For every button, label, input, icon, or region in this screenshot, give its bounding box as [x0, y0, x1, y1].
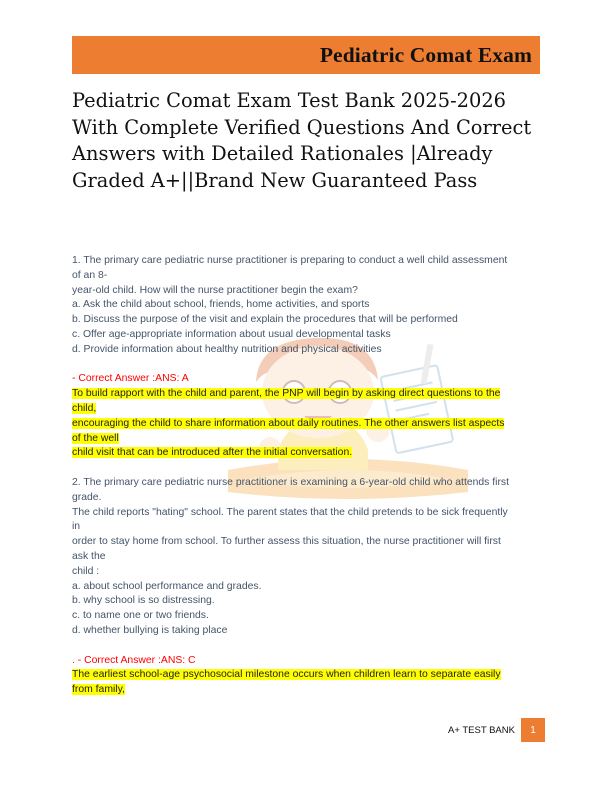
answer-option: b. Discuss the purpose of the visit and explain the procedures that will be performed — [72, 314, 458, 326]
page-number-badge: 1 — [521, 718, 545, 742]
rationale-line — [72, 402, 540, 417]
answer-option: d. Provide information about healthy nutrition and physical activities — [72, 343, 382, 355]
rationale-text: The earliest school-age psychosocial milestone occurs when children learn to separate easily — [72, 669, 501, 681]
rationale-line — [72, 668, 540, 683]
page-footer — [448, 718, 545, 742]
questions-content — [72, 254, 540, 698]
footer-label: A+ TEST BANK — [448, 724, 515, 736]
spacer — [72, 461, 540, 476]
rationale-line — [72, 446, 540, 461]
question-line: The child reports "hating" school. The parent states that the child pretends to be sick frequently — [72, 506, 508, 518]
question-block — [72, 254, 540, 461]
question-line: of an 8- — [72, 269, 108, 281]
rationale-line — [72, 432, 540, 447]
answer-option: a. about school performance and grades. — [72, 580, 262, 592]
answer-option: d. whether bullying is taking place — [72, 624, 228, 636]
question-block — [72, 476, 540, 698]
answer-option: b. why school is so distressing. — [72, 595, 215, 607]
answer-option: c. to name one or two friends. — [72, 610, 209, 622]
question-line: child : — [72, 565, 100, 577]
rationale-text: of the well — [72, 432, 119, 444]
header-bar — [72, 36, 540, 74]
correct-answer: . - Correct Answer :ANS: C — [72, 654, 196, 666]
answer-option: a. Ask the child about school, friends, home activities, and sports — [72, 299, 370, 311]
question-line: 2. The primary care pediatric nurse practitioner is examining a 6-year-old child who attends first — [72, 476, 509, 488]
document-title: Pediatric Comat Exam Test Bank 2025-2026 With Complete Verified Questions And Correct Answers with Detailed Rationales |Already Graded A+||Brand New Guaranteed Pass — [72, 89, 532, 192]
question-line: order to stay home from school. To further assess this situation, the nurse practitioner will first — [72, 536, 501, 548]
answer-option: c. Offer age-appropriate information about usual developmental tasks — [72, 328, 391, 340]
spacer — [72, 358, 540, 373]
question-line: in — [72, 521, 81, 533]
question-line: year-old child. How will the nurse practitioner begin the exam? — [72, 284, 358, 296]
question-line: 1. The primary care pediatric nurse practitioner is preparing to conduct a well child assessment — [72, 255, 508, 266]
header-title: Pediatric Comat Exam — [319, 42, 532, 67]
rationale-text: encouraging the child to share information about daily routines. The other answers list aspects — [72, 417, 505, 429]
rationale-text: child, — [72, 402, 97, 414]
rationale-text: child visit that can be introduced after the initial conversation. — [72, 447, 353, 459]
rationale-line — [72, 417, 540, 432]
rationale-line — [72, 387, 540, 402]
rationale-text: from family, — [72, 684, 125, 696]
rationale-text: To build rapport with the child and parent, the PNP will begin by asking direct questions to the — [72, 388, 501, 400]
correct-answer: - Correct Answer :ANS: A — [72, 373, 189, 385]
question-line: ask the — [72, 550, 106, 562]
spacer — [72, 639, 540, 654]
question-line: grade. — [72, 491, 102, 503]
rationale-line — [72, 683, 540, 698]
